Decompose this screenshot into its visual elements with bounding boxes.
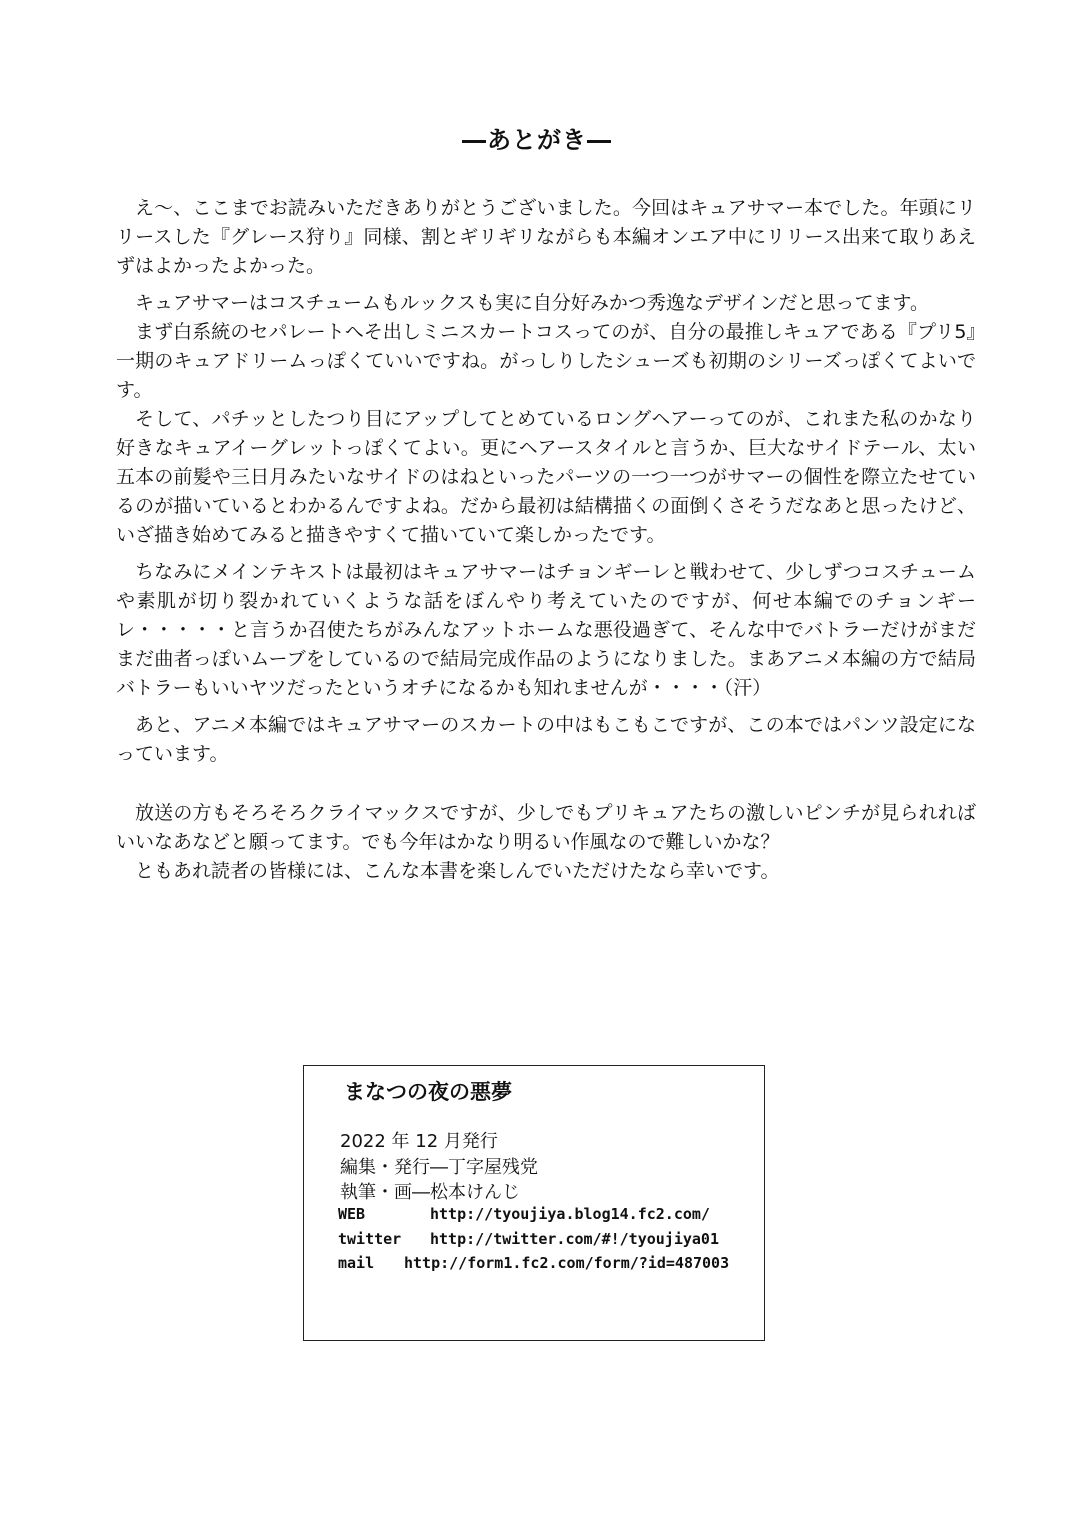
- afterword-body: [116, 194, 976, 886]
- web-label: WEB: [338, 1205, 366, 1223]
- paragraph: キュアサマーはコスチュームもルックスも実に自分好みかつ秀逸なデザインだと思ってます。: [135, 292, 930, 314]
- paragraph: ともあれ読者の皆様には、こんな本書を楽しんでいただけたなら幸いです。: [135, 860, 780, 882]
- colophon-web-row: [338, 1205, 710, 1223]
- paragraph: そして、パチッとしたつり目にアップしてとめているロングヘアーってのが、これまた私のかなり好きなキュアイーグレットっぽくてよい。更にヘアースタイルと言うか、巨大なサイドテール、太い五本の前髪や三日月みたいなサイドのはねといったパーツの一つ一つがサマーの個性を際立たせているのが描いているとわかるんですよね。だから最初は結構描くの面倒くさそうだなあと思ったけど、いざ描き始めてみると描きやすくて描いていて楽しかったです。: [116, 408, 976, 546]
- paragraph: あと、アニメ本編ではキュアサマーのスカートの中はもこもこですが、この本ではパンツ設定になっています。: [116, 714, 976, 765]
- paragraph: ちなみにメインテキストは最初はキュアサマーはチョンギーレと戦わせて、少しずつコスチュームや素肌が切り裂かれていくような話をぼんやり考えていたのですが、何せ本編でのチョンギーレ・・・・・と言うか召使たちがみんなアットホームな悪役過ぎて、そんな中でバトラーだけがまだまだ曲者っぽいムーブをしているので結局完成作品のようになりました。まあアニメ本編の方で結局バトラーもいいヤツだったというオチになるかも知れませんが・・・・（汗）: [116, 561, 976, 699]
- mail-url: http://form1.fc2.com/form/?id=487003: [404, 1254, 730, 1272]
- paragraph: 放送の方もそろそろクライマックスですが、少しでもプリキュアたちの激しいピンチが見られればいいなあなどと願ってます。でも今年はかなり明るい作風なので難しいかな？: [116, 802, 976, 853]
- colophon-box: [303, 1065, 765, 1341]
- mail-label: mail: [338, 1254, 375, 1272]
- colophon-mail-row: [338, 1254, 729, 1272]
- colophon-author: 執筆・画―松本けんじ: [340, 1182, 520, 1203]
- paragraph: え～、ここまでお読みいただきありがとうございました。今回はキュアサマー本でした。年頭にリリースした『グレース狩り』同様、割とギリギリながらも本編オンエア中にリリース出来て取りあえずはよかったよかった。: [116, 197, 976, 277]
- colophon-twitter-row: [338, 1230, 719, 1248]
- web-url: http://tyoujiya.blog14.fc2.com/: [430, 1205, 710, 1223]
- colophon-book-title: まなつの夜の悪夢: [344, 1080, 512, 1104]
- colophon-issue-date: 2022 年 12 月発行: [340, 1131, 498, 1152]
- twitter-url: http://twitter.com/#!/tyoujiya01: [430, 1230, 719, 1248]
- paragraph: まず白系統のセパレートへそ出しミニスカートコスってのが、自分の最推しキュアである『プリ5』一期のキュアドリームっぽくていいですね。がっしりしたシューズも初期のシリーズっぽくてよいです。: [116, 321, 976, 401]
- twitter-label: twitter: [338, 1230, 402, 1248]
- colophon-publisher: 編集・発行―丁字屋残党: [340, 1157, 538, 1178]
- page-title: ―あとがき―: [462, 126, 612, 154]
